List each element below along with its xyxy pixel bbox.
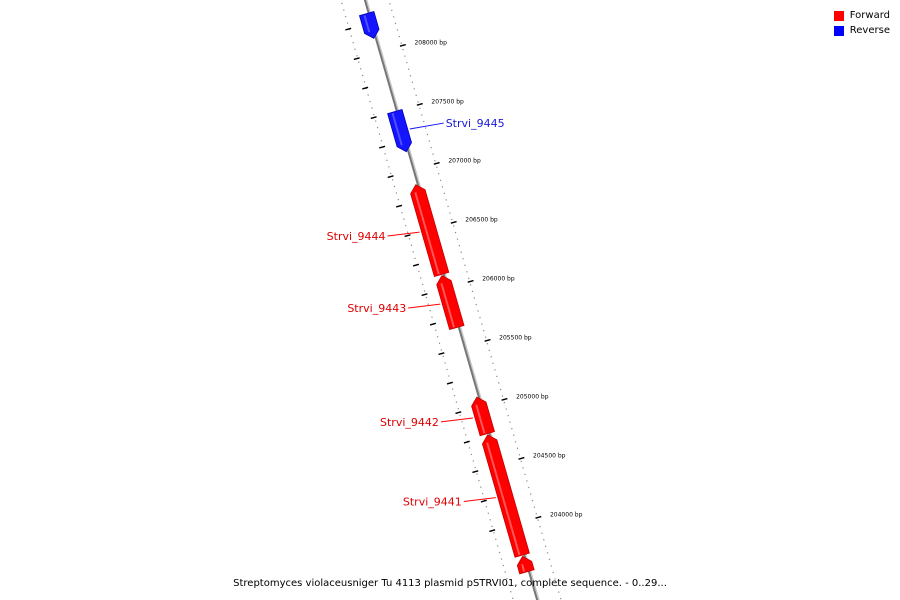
legend-reverse-swatch — [834, 26, 844, 36]
tick-mark-left — [422, 294, 428, 296]
tick-label: 207000 bp — [448, 157, 481, 165]
tick-mark-left — [405, 235, 411, 237]
gene-arrow-strvi-9444-leader — [388, 232, 420, 236]
tick-mark-left-minor — [430, 323, 436, 325]
tick-label: 208000 bp — [414, 39, 447, 47]
gene-label: Strvi_9441 — [402, 495, 462, 509]
tick-mark-left-minor — [413, 264, 419, 266]
gene-arrow-strvi-9442-leader — [441, 418, 473, 422]
tick-mark-left — [354, 58, 360, 60]
gene-arrow-unnamed-6 — [517, 556, 534, 573]
legend — [834, 8, 890, 38]
tick-mark-right — [485, 340, 491, 342]
tick-label: 205000 bp — [516, 393, 549, 401]
tick-mark-left — [388, 176, 394, 178]
tick-mark-left-minor — [447, 382, 453, 384]
legend-forward-swatch — [834, 11, 844, 21]
tick-label: 206500 bp — [465, 216, 498, 224]
tick-mark-left-minor — [464, 441, 470, 443]
gene-arrow-strvi-9441-leader — [464, 498, 496, 502]
tick-label: 206000 bp — [482, 275, 515, 283]
legend-forward-label: Forward — [849, 10, 890, 21]
tick-mark-right — [451, 222, 457, 224]
tick-mark-left — [455, 412, 461, 414]
tick-label: 205500 bp — [499, 334, 532, 342]
scale-rail-right — [384, 0, 562, 600]
gene-label: Strvi_9445 — [445, 117, 505, 131]
gene-arrow-unnamed-0 — [359, 12, 379, 39]
gene-arrow-strvi-9441-highlight — [487, 443, 519, 555]
gene-arrow-strvi-9443-leader — [408, 304, 440, 308]
legend-forward — [834, 8, 890, 23]
gene-label: Strvi_9444 — [326, 230, 386, 243]
gene-arrow-strvi-9445-leader — [410, 123, 444, 129]
legend-reverse — [834, 23, 890, 38]
tick-mark-right — [519, 458, 525, 460]
sequence-caption: Streptomyces violaceusniger Tu 4113 plasmid pSTRVI01, complete sequence. - 0..29... — [233, 578, 667, 589]
legend-reverse-label: Reverse — [849, 25, 890, 36]
tick-mark-right — [502, 399, 508, 401]
tick-label: 204500 bp — [533, 452, 566, 460]
tick-mark-left — [439, 353, 445, 355]
gene-arrow-strvi-9445 — [388, 109, 412, 151]
tick-mark-right — [434, 163, 440, 165]
tick-mark-left-minor — [345, 28, 351, 30]
gene-label: Strvi_9443 — [347, 301, 407, 315]
tick-mark-right — [535, 517, 541, 519]
gene-label: Strvi_9442 — [380, 415, 439, 429]
tick-mark-right — [400, 45, 406, 47]
tick-mark-left — [371, 117, 377, 119]
tick-label: 207500 bp — [431, 98, 464, 106]
tick-label: 204000 bp — [549, 511, 583, 519]
tick-mark-right — [417, 104, 423, 106]
tick-mark-left-minor — [379, 146, 385, 148]
tick-mark-left-minor — [396, 205, 402, 207]
tick-mark-left — [472, 471, 478, 473]
scale-rail-left — [340, 0, 518, 600]
tick-mark-left — [489, 530, 495, 532]
tick-mark-left-minor — [362, 87, 368, 89]
tick-mark-left-minor — [481, 500, 487, 502]
tick-mark-right — [468, 281, 474, 283]
